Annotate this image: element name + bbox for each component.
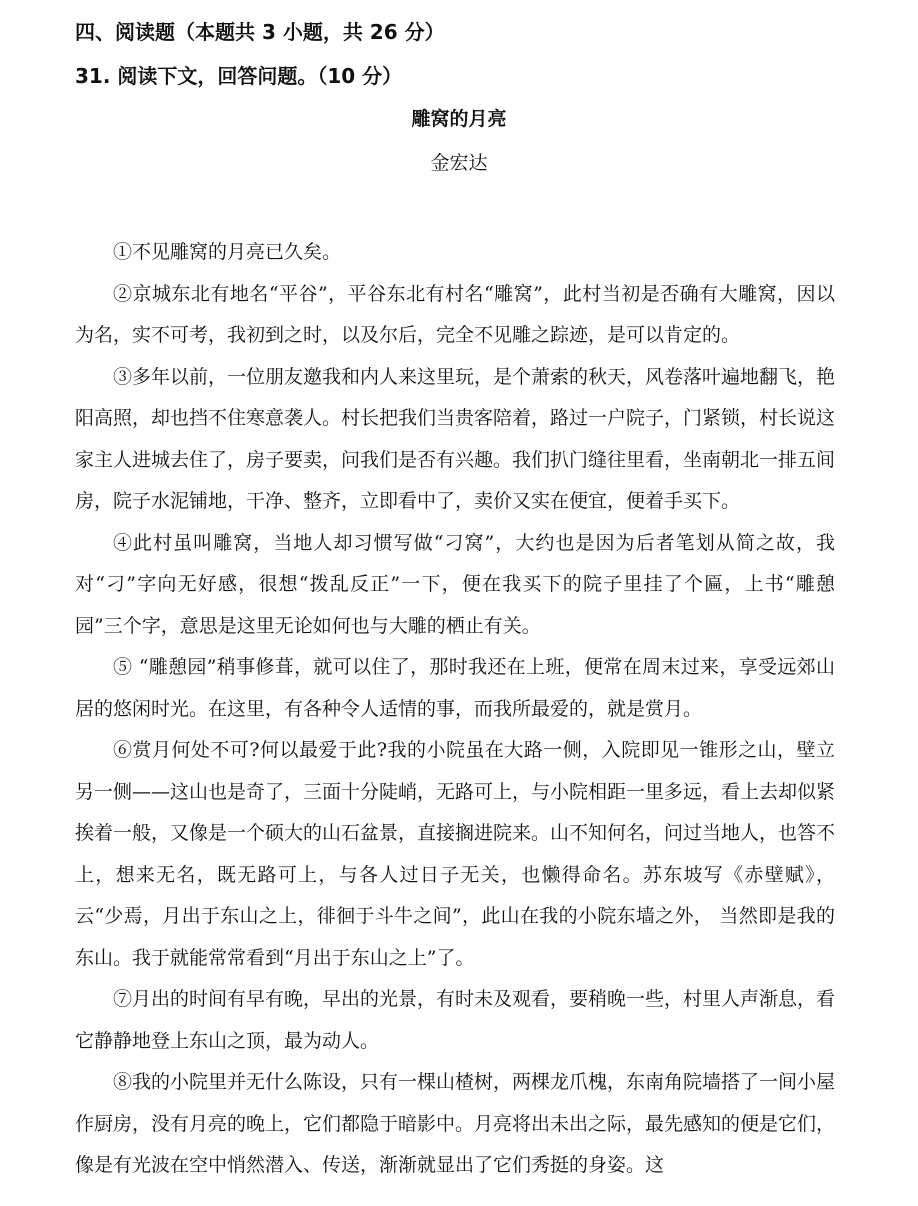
question-heading: 31. 阅读下文，回答问题。（10 分） <box>75 64 403 88</box>
article-body <box>75 232 835 1187</box>
section-heading: 四、阅读题（本题共 3 小题，共 26 分） <box>75 20 445 44</box>
paragraph-3: ③多年以前，一位朋友邀我和内人来这里玩，是个萧索的秋天，风卷落叶遍地翻飞，艳阳高照，却也挡不住寒意袭人。村长把我们当贵客陪着，路过一户院子，门紧锁，村长说这家主人进城去住了，房子要卖，问我们是否有兴趣。我们扒门缝往里看，坐南朝北一排五间房，院子水泥铺地，干净、整齐，立即看中了，卖价又实在便宜，便着手买下。 <box>75 365 836 512</box>
paragraph-6: ⑥赏月何处不可?何以最爱于此?我的小院虽在大路一侧，入院即见一锥形之山，壁立另一侧——这山也是奇了，三面十分陡峭，无路可上，与小院相距一里多远，看上去却似紧挨着一般，又像是一个硕大的山石盆景，直接搁进院来。山不知何名，问过当地人，也答不上，想来无名，既无路可上，与各人过日子无关，也懒得命名。苏东坡写《赤壁赋》，云“少焉，月出于东山之上，徘徊于斗牛之间”，此山在我的小院东墙之外， 当然即是我的东山。我于就能常常看到“月出于东山之上”了。 <box>75 739 836 969</box>
article-title: 雕窝的月亮 <box>411 108 507 130</box>
paragraph-5: ⑤ “雕憩园”稍事修葺，就可以住了，那时我还在上班，便常在周末过来，享受远郊山居的悠闲时光。在这里，有各种令人适情的事，而我所最爱的，就是赏月。 <box>75 656 835 720</box>
paragraph-1: ①不见雕窝的月亮已久矣。 <box>113 241 342 263</box>
paragraph-2: ②京城东北有地名“平谷”，平谷东北有村名“雕窝”，此村当初是否确有大雕窝，因以为名，实不可考，我初到之时，以及尔后，完全不见雕之踪迹，是可以肯定的。 <box>75 282 835 346</box>
article-author: 金宏达 <box>430 152 488 174</box>
paragraph-7: ⑦月出的时间有早有晚，早出的光景，有时未及观看，要稍晚一些，村里人声渐息，看它静静地登上东山之顶，最为动人。 <box>75 988 836 1052</box>
paragraph-8: ⑧我的小院里并无什么陈设，只有一棵山楂树，两棵龙爪槐，东南角院墙搭了一间小屋作厨房，没有月亮的晚上，它们都隐于暗影中。月亮将出未出之际，最先感知的便是它们，像是有光波在空中悄然潜入、传送，渐渐就显出了它们秀挺的身姿。这 <box>75 1071 836 1176</box>
paragraph-4: ④此村虽叫雕窝，当地人却习惯写做“刁窝”，大约也是因为后者笔划从简之故，我对“刁”字向无好感，很想“拨乱反正”一下，便在我买下的院子里挂了个匾，上书“雕憩园”三个字，意思是这里无论如何也与大雕的栖止有关。 <box>75 531 835 637</box>
